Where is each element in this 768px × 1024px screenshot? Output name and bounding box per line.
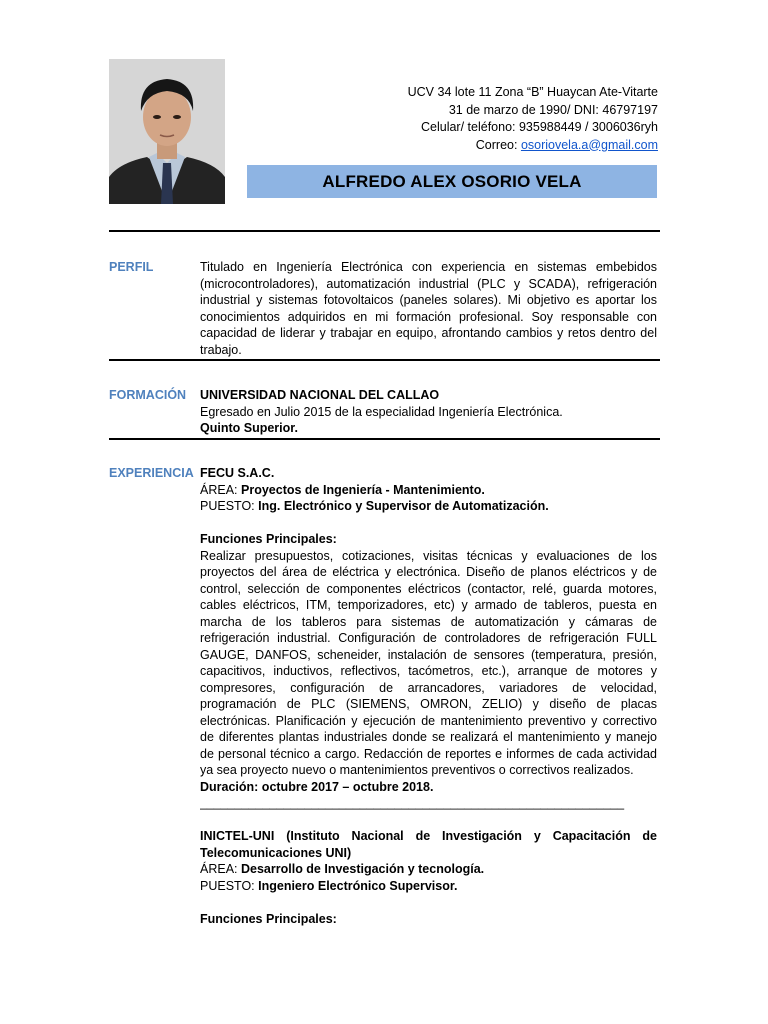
formacion-content (200, 387, 657, 437)
area-value: Proyectos de Ingeniería - Mantenimiento. (241, 482, 485, 497)
email-label: Correo: (475, 137, 521, 152)
divider (109, 230, 660, 232)
job2-puesto (200, 878, 657, 895)
academic-rank: Quinto Superior. (200, 421, 298, 435)
phone: Celular/ teléfono: 935988449 / 3006036ryh (421, 120, 658, 134)
job-separator: _____________________________________________________________ (200, 796, 625, 810)
divider (109, 438, 660, 440)
puesto-label: PUESTO: (200, 878, 259, 893)
section-label-experiencia: EXPERIENCIA (109, 466, 194, 480)
birth-and-dni: 31 de marzo de 1990/ DNI: 46797197 (448, 102, 658, 117)
job2-area (200, 861, 657, 878)
divider (109, 359, 660, 361)
address: UCV 34 lote 11 Zona “B” Huaycan Ate-Vitarte (407, 85, 658, 99)
full-name: ALFREDO ALEX OSORIO VELA (322, 171, 582, 191)
puesto-value: Ing. Electrónico y Supervisor de Automatización. (258, 499, 549, 513)
job1-duracion: Duración: octubre 2017 – octubre 2018. (200, 779, 434, 794)
area-label: ÁREA: (200, 482, 241, 497)
section-label-perfil: PERFIL (109, 260, 154, 274)
area-value: Desarrollo de Investigación y tecnología. (241, 862, 485, 876)
profile-photo (109, 59, 225, 204)
job1-area (200, 482, 657, 499)
puesto-value: Ingeniero Electrónico Supervisor. (258, 878, 458, 893)
degree-detail: Egresado en Julio 2015 de la especialidad Ingeniería Electrónica. (200, 404, 563, 419)
job1-company: FECU S.A.C. (200, 466, 275, 480)
experiencia-content (200, 465, 657, 927)
name-banner (247, 165, 657, 198)
puesto-label: PUESTO: (200, 499, 259, 513)
email-line (258, 137, 658, 155)
email-link[interactable]: osoriovela.a@gmail.com (520, 137, 658, 152)
job1-puesto (200, 498, 657, 515)
section-label-formacion: FORMACIÓN (109, 388, 187, 402)
area-label: ÁREA: (200, 862, 241, 876)
university: UNIVERSIDAD NACIONAL DEL CALLAO (200, 388, 440, 402)
perfil-text: Titulado en Ingeniería Electrónica con experiencia en sistemas embebidos (microcontroladores), automatización industrial (PLC y SCADA), refrigeración industrial y sistemas fotovoltaicos (paneles solares). Mi objetivo es aportar los conocimientos adquiridos en mi formación profesional. Soy responsable con capacidad de liderar y trabajar en equipo, afrontando cambios y retos dentro del trabajo. (200, 260, 657, 357)
contact-block (258, 84, 658, 154)
job1-funciones-text: Realizar presupuestos, cotizaciones, visitas técnicas y evaluaciones de los proyectos del área de eléctrica y electrónica. Diseño de planos eléctricos y de control, selección de componentes eléctricos (contactor, relé, guarda motores, cables eléctricos, ITM, temporizadores, etc) y armado de tableros, puesta en marcha de los tableros para sistemas de automatización y cámaras de refrigeración industrial. Configuración de controladores de refrigeración FULL GAUGE, DANFOS, scheneider, instalación de sensores (temperatura, presión, capacitivos, inductivos, reflectivos, tacómetros, etc.), arranque de motores y compresores, configuración de arrancadores, variadores de velocidad, programación de PLC (SIEMENS, OMRON, ZELIO) y diseño de placas electrónicas. Planificación y ejecución de mantenimiento preventivo y correctivo de diferentes plantas industriales donde se realizará el mantenimiento y manejo de personal técnico a cargo. Redacción de reportes e informes de cada actividad ya sea proyecto nuevo o mantenimientos preventivos o correctivos realizados. (200, 548, 657, 777)
job1-funciones-title: Funciones Principales: (200, 532, 337, 546)
job2-funciones-title: Funciones Principales: (200, 911, 337, 926)
job2-company: INICTEL-UNI (Instituto Nacional de Investigación y Capacitación de Telecomunicaciones UNI) (200, 829, 657, 860)
